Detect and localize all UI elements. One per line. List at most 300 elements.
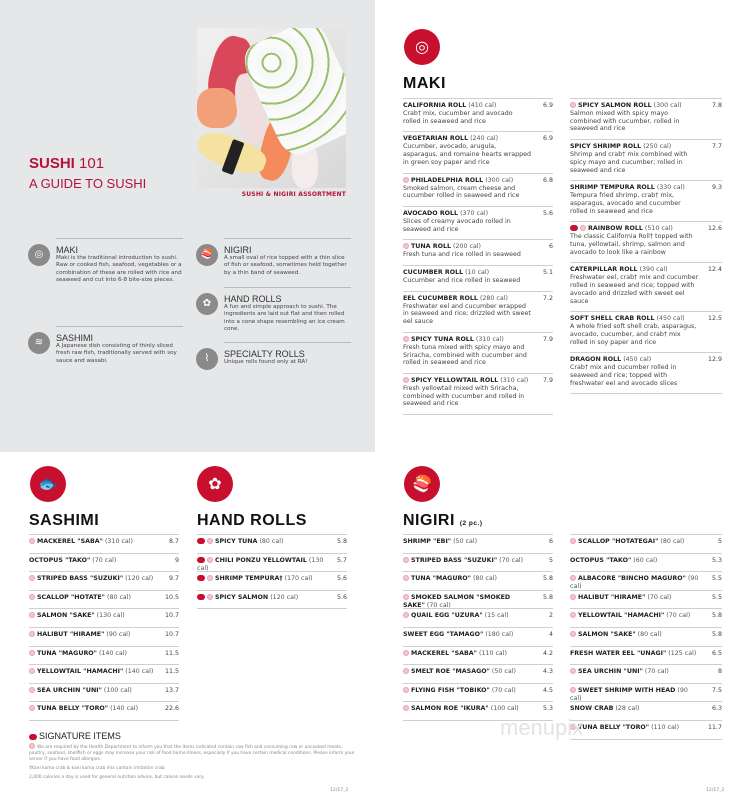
item-description: Freshwater eel and cucumber wrapped in seaweed and rice; drizzled with sweet eel sauce xyxy=(403,302,531,326)
item-calories: (80 cal) xyxy=(660,538,685,545)
item-calories: (140 cal) xyxy=(125,668,154,676)
item-price: 5.7 xyxy=(336,556,347,564)
sashimi-title: SASHIMI xyxy=(29,512,100,529)
item-calories: (130 cal) xyxy=(96,612,125,620)
menu-item xyxy=(570,571,722,590)
item-calories: (10 cal) xyxy=(465,269,490,277)
maki-title: MAKI xyxy=(403,75,446,92)
menu-item xyxy=(29,608,179,627)
item-calories: (310 cal) xyxy=(104,538,133,545)
item-name: SWEET EGG "TAMAGO" xyxy=(403,630,484,638)
item-price: 11.5 xyxy=(164,649,179,657)
divider xyxy=(56,238,183,239)
item-calories: (120 cal) xyxy=(270,593,299,601)
item-name: SPICY SHRIMP ROLL xyxy=(570,143,642,151)
menu-item xyxy=(29,646,179,665)
item-price: 5.6 xyxy=(336,593,347,601)
item-price: 6.8 xyxy=(542,176,553,184)
divider xyxy=(197,608,347,609)
item-calories: (170 cal) xyxy=(284,575,313,583)
menu-item xyxy=(570,646,722,665)
item-price: 5.8 xyxy=(336,538,347,545)
raw-icon xyxy=(29,538,35,544)
signature-label: SIGNATURE ITEMS xyxy=(39,731,121,741)
menu-item xyxy=(197,534,347,553)
item-name: SEA URCHIN "UNI" xyxy=(578,668,643,676)
menu-item xyxy=(403,291,553,332)
raw-icon xyxy=(570,631,576,637)
item-calories: (28 cal) xyxy=(615,705,640,713)
item-price: 10.7 xyxy=(164,612,179,620)
item-name: SPICY TUNA xyxy=(215,538,258,545)
item-calories: (70 cal) xyxy=(92,556,117,564)
menu-item xyxy=(403,332,553,373)
nigiri-title xyxy=(403,512,483,530)
divider xyxy=(224,287,351,288)
signature-icon xyxy=(29,734,37,740)
calorie-note: 2,000 calories a day is used for general nutrition advice, but calorie needs vary. xyxy=(29,775,205,780)
item-name: SPICY YELLOWTAIL ROLL xyxy=(411,376,499,384)
nigiri-left-column xyxy=(403,534,553,721)
guide-item-desc: Unique rolls found only at RA! xyxy=(224,359,308,365)
item-price: 7.9 xyxy=(542,335,553,343)
raw-icon xyxy=(403,612,409,618)
menu-item xyxy=(570,683,722,702)
guide-item-title: SASHIMI xyxy=(56,333,94,343)
item-calories: (280 cal) xyxy=(479,294,508,302)
raw-icon xyxy=(403,557,409,563)
signature-icon xyxy=(197,594,205,600)
photo-caption: SUSHI & NIGIRI ASSORTMENT xyxy=(241,191,346,198)
item-calories: (450 cal) xyxy=(623,356,652,364)
guide-item-specialty-rolls xyxy=(196,342,351,366)
menu-item xyxy=(29,664,179,683)
item-name: AVOCADO ROLL xyxy=(403,209,459,217)
signature-legend xyxy=(29,731,359,741)
item-name: RAINBOW ROLL xyxy=(588,225,643,233)
menu-item xyxy=(570,553,722,572)
menu-item xyxy=(403,265,553,291)
item-calories: (300 cal) xyxy=(485,176,514,184)
menu-item xyxy=(570,720,722,739)
item-description: Cucumber, avocado, arugula, asparagus, and romaine hearts wrapped in green soy paper and rice xyxy=(403,143,532,166)
item-description: Fresh tuna mixed with spicy mayo and Sriracha, combined with cucumber and rolled in seaweed and rice xyxy=(403,343,527,367)
item-name: SMOKED SALMON "SMOKED SAKE" xyxy=(403,593,511,609)
menu-item xyxy=(570,534,722,553)
item-calories: (240 cal) xyxy=(470,135,499,143)
item-price: 7.9 xyxy=(542,376,553,384)
raw-icon xyxy=(29,705,35,711)
raw-fish-note-text: We are required by the Health Department to inform you that the items indicated contain raw fish and consuming raw or uncooked meats, poultry, seafood, shellfish or eggs may increase your risk of food borne illness, especially if you have certain medical conditions. Please inform your server if you have food allergies. xyxy=(29,745,355,762)
menu-item xyxy=(29,683,179,702)
menu-item xyxy=(403,590,553,609)
menu-item xyxy=(403,646,553,665)
raw-icon xyxy=(403,650,409,656)
signature-icon xyxy=(197,538,205,544)
item-calories: (330 cal) xyxy=(656,184,685,192)
guide-title xyxy=(29,155,104,172)
item-name: SPICY SALMON xyxy=(215,593,269,601)
item-name: TUNA "MAGURO" xyxy=(37,649,97,657)
item-price: 4.2 xyxy=(542,649,553,657)
raw-icon xyxy=(29,650,35,656)
item-price: 4.3 xyxy=(542,668,553,676)
item-name: HALIBUT "HIRAME" xyxy=(578,593,646,601)
item-description: Tempura fried shrimp, crab† mix, asparagus, avocado and cucumber rolled in seaweed and rice xyxy=(570,192,681,215)
signature-icon xyxy=(570,225,578,231)
footer-notes xyxy=(29,731,359,784)
divider xyxy=(570,393,722,394)
item-calories: (110 cal) xyxy=(651,723,680,731)
menu-item xyxy=(29,590,179,609)
raw-icon xyxy=(570,102,576,108)
item-price: 5.5 xyxy=(711,593,722,601)
item-name: SMELT ROE "MASAGO" xyxy=(411,668,490,676)
item-name: PHILADELPHIA ROLL xyxy=(411,176,484,184)
menu-item xyxy=(570,98,722,139)
item-calories: (70 cal) xyxy=(647,593,672,601)
menu-item xyxy=(29,534,179,553)
hand-rolls-title: HAND ROLLS xyxy=(197,512,307,529)
item-name: SOFT SHELL CRAB ROLL xyxy=(570,315,655,323)
raw-icon xyxy=(570,594,576,600)
item-calories: (70 cal) xyxy=(499,556,524,564)
item-price: 12.4 xyxy=(707,266,722,274)
item-name: QUAIL EGG "UZURA" xyxy=(411,612,483,620)
raw-icon xyxy=(570,687,576,693)
item-price: 5 xyxy=(548,556,553,564)
item-name: VEGETARIAN ROLL xyxy=(403,135,469,143)
guide-item-desc: A small oval of rice topped with a thin slice of fish or seafood, sometimes held together by a thin band of seaweed. xyxy=(224,255,347,276)
item-name: SHRIMP "EBI" xyxy=(403,538,452,545)
item-calories: (90 cal) xyxy=(570,575,699,591)
menu-item xyxy=(403,664,553,683)
raw-icon xyxy=(207,538,213,544)
item-name: FRESH WATER EEL "UNAGI" xyxy=(570,649,667,657)
menu-item xyxy=(570,352,722,393)
guide-item-title: HAND ROLLS xyxy=(224,294,282,304)
item-calories: (450 cal) xyxy=(656,315,685,323)
item-calories: (510 cal) xyxy=(644,225,673,233)
menu-item xyxy=(197,590,347,609)
item-name: SPICY TUNA ROLL xyxy=(411,335,474,343)
item-price: 5.3 xyxy=(711,556,722,564)
menu-item xyxy=(570,608,722,627)
item-name: SCALLOP "HOTATE" xyxy=(37,593,105,601)
item-name: SPICY SALMON ROLL xyxy=(578,102,652,109)
sushi-photo xyxy=(197,28,346,188)
item-calories: (70 cal) xyxy=(491,686,516,694)
item-name: SALMON ROE "IKURA" xyxy=(411,705,489,713)
raw-icon xyxy=(403,243,409,249)
item-price: 5.6 xyxy=(542,209,553,217)
item-calories: (80 cal) xyxy=(259,538,284,545)
item-calories: (90 cal) xyxy=(106,630,131,638)
divider xyxy=(570,739,722,740)
item-description: Cucumber and rice rolled in seaweed xyxy=(403,277,521,285)
menu-item xyxy=(403,627,553,646)
item-calories: (100 cal) xyxy=(490,705,519,713)
raw-icon xyxy=(29,687,35,693)
guide-item-desc: A Japanese dish consisting of thinly sliced fresh raw fish, traditionally served with soy sauce and wasabi. xyxy=(56,343,177,364)
item-name: HALIBUT "HIRAME" xyxy=(37,630,105,638)
item-name: TUNA BELLY "TORO" xyxy=(37,705,109,713)
nigiri-title-text: NIGIRI xyxy=(403,512,455,529)
item-price: 6.9 xyxy=(542,135,553,143)
item-name: SCALLOP "HOTATEGAI" xyxy=(578,538,659,545)
sashimi-icon: 🐟 xyxy=(30,466,66,502)
raw-icon xyxy=(29,612,35,618)
item-calories: (310 cal) xyxy=(500,376,529,384)
guide-item-maki xyxy=(28,238,183,285)
item-calories: (70 cal) xyxy=(666,612,691,620)
hand-roll-icon: ✿ xyxy=(196,293,218,315)
menu-item xyxy=(570,180,722,221)
menu-item xyxy=(197,571,347,590)
item-price: 8.7 xyxy=(168,538,179,545)
menu-item xyxy=(197,553,347,572)
guide-item-title: SPECIALTY ROLLS xyxy=(224,349,305,359)
item-price: 9.3 xyxy=(711,184,722,192)
item-calories: (300 cal) xyxy=(653,102,682,109)
menu-item xyxy=(403,373,553,414)
item-name: SEA URCHIN "UNI" xyxy=(37,686,102,694)
item-price: 4 xyxy=(548,630,553,638)
item-description: Fresh yellowtail mixed with Sriracha, combined with cucumber and rolled in seaweed and rice xyxy=(403,384,525,408)
item-price: 5.1 xyxy=(542,269,553,277)
item-price: 11.5 xyxy=(164,668,179,676)
menu-item xyxy=(570,262,722,311)
page-number-right: 12/17_2 xyxy=(706,788,725,793)
item-price: 12.5 xyxy=(707,315,722,323)
item-calories: (60 cal) xyxy=(633,556,658,564)
item-name: SALMON "SAKE" xyxy=(578,630,636,638)
title-number: 101 xyxy=(79,155,105,172)
item-calories: (180 cal) xyxy=(485,630,514,638)
item-name: EEL CUCUMBER ROLL xyxy=(403,294,478,302)
item-price: 12.6 xyxy=(707,225,722,233)
item-price: 6.3 xyxy=(711,705,722,713)
menu-item xyxy=(403,206,553,239)
menu-item xyxy=(570,139,722,180)
item-name: SALMON "SAKE" xyxy=(37,612,95,620)
menu-item xyxy=(29,553,179,572)
item-description: Crab† mix, cucumber and avocado rolled in seaweed and rice xyxy=(403,110,513,125)
item-calories: (70 cal) xyxy=(426,601,451,609)
item-name: CALIFORNIA ROLL xyxy=(403,102,467,109)
item-name: CHILI PONZU YELLOWTAIL xyxy=(215,556,307,564)
item-description: Salmon mixed with spicy mayo combined with cucumber, rolled in seaweed and rice xyxy=(570,110,680,133)
item-price: 5.8 xyxy=(711,630,722,638)
hand-roll-icon: ✿ xyxy=(197,466,233,502)
watermark: menupix xyxy=(500,715,584,740)
hand-rolls-list xyxy=(197,534,347,609)
item-calories: (410 cal) xyxy=(468,102,497,109)
raw-icon xyxy=(403,336,409,342)
maki-icon: ◎ xyxy=(404,29,440,65)
item-price: 5.5 xyxy=(711,575,722,583)
item-name: OCTOPUS "TAKO" xyxy=(29,556,91,564)
raw-icon xyxy=(403,687,409,693)
guide-item-sashimi xyxy=(28,326,183,365)
nigiri-icon: 🍣 xyxy=(196,244,218,266)
item-name: YELLOWTAIL "HAMACHI" xyxy=(37,668,124,676)
menu-item xyxy=(403,571,553,590)
divider xyxy=(224,238,351,239)
item-name: SHRIMP TEMPURA ROLL xyxy=(570,184,655,192)
item-calories: (80 cal) xyxy=(637,630,662,638)
item-name: TUNA "MAGURO" xyxy=(411,575,471,583)
item-price: 9 xyxy=(174,556,179,564)
menu-item xyxy=(29,627,179,646)
item-calories: (100 cal) xyxy=(103,686,132,694)
raw-icon xyxy=(580,225,586,231)
item-price: 4.5 xyxy=(542,686,553,694)
item-price: 6 xyxy=(548,243,553,251)
item-price: 10.7 xyxy=(164,630,179,638)
raw-icon xyxy=(403,594,409,600)
item-name: DRAGON ROLL xyxy=(570,356,622,364)
raw-icon xyxy=(29,631,35,637)
item-price: 8 xyxy=(717,668,722,676)
raw-icon xyxy=(207,557,213,563)
raw-fish-note xyxy=(29,743,359,763)
item-name: SWEET SHRIMP WITH HEAD xyxy=(578,686,676,694)
guide-item-hand-rolls xyxy=(196,287,351,334)
item-price: 22.6 xyxy=(164,705,179,713)
raw-icon xyxy=(570,612,576,618)
guide-item-title: NIGIRI xyxy=(224,245,252,255)
raw-icon xyxy=(570,538,576,544)
item-name: STRIPED BASS "SUZUKI" xyxy=(411,556,498,564)
raw-icon xyxy=(570,668,576,674)
item-calories: (110 cal) xyxy=(478,649,507,657)
item-price: 7.2 xyxy=(542,294,553,302)
guide-item-desc: Maki is the traditional introduction to sushi. Raw or cooked fish, seafood, vegetables or a combination of these are rolled with rice and seaweed and cut into 6-8 bite-size pieces. xyxy=(56,255,182,284)
raw-icon xyxy=(403,177,409,183)
divider xyxy=(403,414,553,415)
item-price: 7.5 xyxy=(711,686,722,694)
item-price: 5 xyxy=(717,538,722,545)
item-calories: (90 cal) xyxy=(570,686,688,702)
item-calories: (140 cal) xyxy=(98,649,127,657)
raw-icon xyxy=(403,575,409,581)
menu-item xyxy=(29,701,179,720)
guide-item-title: MAKI xyxy=(56,245,79,255)
raw-icon xyxy=(29,668,35,674)
item-calories: (140 cal) xyxy=(110,705,139,713)
item-name: CATERPILLAR ROLL xyxy=(570,266,638,274)
item-price: 7.8 xyxy=(711,102,722,109)
item-price: 5.8 xyxy=(542,593,553,601)
page-number-left: 12/17_2 xyxy=(330,788,349,793)
divider xyxy=(56,326,183,327)
item-calories: (70 cal) xyxy=(644,668,669,676)
item-name: TUNA BELLY "TORO" xyxy=(578,723,650,731)
menu-item xyxy=(570,221,722,262)
item-name: YELLOWTAIL "HAMACHI" xyxy=(578,612,665,620)
item-calories: (200 cal) xyxy=(453,243,482,251)
item-name: MACKEREL "SABA" xyxy=(411,649,477,657)
raw-icon xyxy=(570,575,576,581)
menu-item xyxy=(570,311,722,352)
item-price: 13.7 xyxy=(164,686,179,694)
guide-subtitle: A GUIDE TO SUSHI xyxy=(29,176,147,191)
item-calories: (370 cal) xyxy=(460,209,489,217)
guide-item-desc: A fun and simple approach to sushi. The ingredients are laid out flat and then rolled into a cone shape resembling an ice cream cone. xyxy=(224,304,345,333)
item-price: 2 xyxy=(548,612,553,620)
item-name: ALBACORE "BINCHO MAGURO" xyxy=(578,575,686,583)
item-name: STRIPED BASS "SUZUKI" xyxy=(37,575,124,583)
item-name: MACKEREL "SABA" xyxy=(37,538,103,545)
menu-item xyxy=(570,664,722,683)
maki-right-column xyxy=(570,98,722,394)
nigiri-icon: 🍣 xyxy=(404,466,440,502)
item-price: 6.9 xyxy=(542,102,553,109)
item-description: Smoked salmon, cream cheese and cucumber rolled in seaweed and rice xyxy=(403,184,520,200)
item-price: 5.6 xyxy=(336,575,347,583)
item-name: SNOW CRAB xyxy=(570,705,614,713)
item-description: Freshwater eel, crab† mix and cucumber rolled in seaweed and rice; topped with avocado and drizzled with sweet eel sauce xyxy=(570,274,699,305)
menu-item xyxy=(403,131,553,172)
item-price: 5.8 xyxy=(711,612,722,620)
item-calories: (390 cal) xyxy=(639,266,668,274)
menu-item xyxy=(403,98,553,131)
raw-icon xyxy=(403,668,409,674)
item-name: SHRIMP TEMPURA† xyxy=(215,575,283,583)
item-calories: (80 cal) xyxy=(472,575,497,583)
menu-item xyxy=(403,683,553,702)
crab-note: †Kani kama crab & kani kama crab mix contain imitation crab. xyxy=(29,766,166,771)
menu-item xyxy=(403,608,553,627)
divider xyxy=(29,720,179,721)
maki-icon: ◎ xyxy=(28,244,50,266)
divider xyxy=(224,342,351,343)
item-price: 5.3 xyxy=(542,705,553,713)
item-price: 12.9 xyxy=(707,356,722,364)
item-calories: (130 cal) xyxy=(197,556,324,572)
item-calories: (50 cal) xyxy=(453,538,478,545)
raw-icon xyxy=(403,377,409,383)
item-calories: (50 cal) xyxy=(491,668,516,676)
menu-item xyxy=(403,534,553,553)
raw-icon xyxy=(207,594,213,600)
item-calories: (250 cal) xyxy=(643,143,672,151)
item-description: Shrimp and crab† mix combined with spicy mayo and cucumber; rolled in seaweed and rice xyxy=(570,151,688,174)
menu-item xyxy=(403,553,553,572)
raw-icon xyxy=(207,575,213,581)
menu-item xyxy=(570,701,722,720)
sashimi-list xyxy=(29,534,179,721)
maki-left-column xyxy=(403,98,553,415)
menu-item xyxy=(403,173,553,206)
item-description: Slices of creamy avocado rolled in seaweed and rice xyxy=(403,217,511,233)
menu-item xyxy=(570,627,722,646)
specialty-roll-icon: ⌇ xyxy=(196,348,218,370)
item-description: A whole fried soft shell crab, asparagus, avocado, cucumber, and crab† mix rolled in soy paper and rice xyxy=(570,323,697,346)
item-description: Fresh tuna and rice rolled in seaweed xyxy=(403,251,521,259)
item-name: CUCUMBER ROLL xyxy=(403,269,464,277)
item-price: 6.5 xyxy=(711,649,722,657)
item-price: 5.8 xyxy=(542,575,553,583)
item-name: OCTOPUS "TAKO" xyxy=(570,556,632,564)
item-calories: (310 cal) xyxy=(475,335,504,343)
item-description: The classic California Roll† topped with tuna, yellowtail, shrimp, salmon and avocado to look like a rainbow xyxy=(570,233,693,256)
item-name: TUNA ROLL xyxy=(411,243,451,251)
title-bold: SUSHI xyxy=(29,155,75,172)
item-calories: (80 cal) xyxy=(106,593,131,601)
raw-icon xyxy=(403,705,409,711)
